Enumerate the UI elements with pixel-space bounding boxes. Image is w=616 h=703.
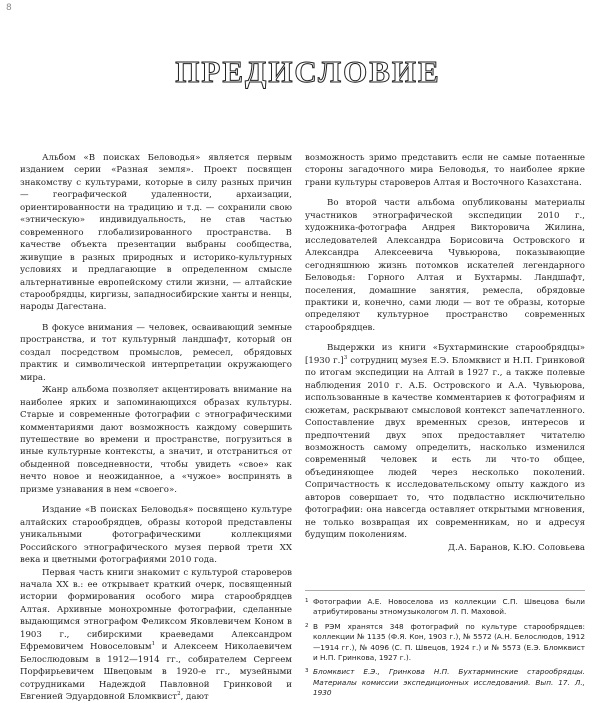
page-title: ПРЕДИСЛОВИЕ: [0, 54, 616, 90]
footnote-number: 2: [305, 622, 313, 664]
text-run: Первая часть книги знакомит с культурой староверов начала XX в.: ее открывает краткий очерк, посвященный истории формирования особого мира старообрядцев Алтая. Архивные монохромные фотографии, сделанные выдающимся этнографом Феликсом Яковлевичем Коном в 1903 г., сибирскими краеведами Александром Ефремовичем Новоселовым: [20, 568, 292, 653]
paragraph: [305, 342, 585, 541]
text-run: и Алексеем Николаевичем Белослюдовым в 1912—1914 гг., собирателем Сергеем Порфирьевичем Швецовым в 1920-е гг., музейными сотрудниками Надеждой Павловной Гринковой и Евгенией Эдуардовной Бломквист: [20, 642, 292, 702]
footnote: [305, 597, 585, 618]
footnotes: [305, 590, 585, 699]
footnote-number: 1: [305, 597, 313, 618]
paragraph: Во второй части альбома опубликованы материалы участников этнографической экспедиции 2010 г., художника-фотографа Андрея Викторовича Жилина, исследователей Александра Борисовича Островского и Александра Алексеевича Чувьюрова, показывающие сегодняшнюю жизнь потомков искателей легендарного Беловодья: Горного Алтая и Бухтармы. Ландшафт, поселения, домашние занятия, ремесла, обрядовые практики и, конечно, сами люди — вот те образы, которые определяют культурное пространство современных старообрядцев.: [305, 197, 585, 334]
text-run: Выдержки из книги «Бухтарминские старообрядцы» [1930 г.]: [305, 343, 585, 365]
left-column: [20, 152, 292, 703]
footnote-ref: 1: [152, 641, 156, 647]
footnote-ref: 2: [177, 691, 181, 697]
footnote: [305, 667, 585, 698]
right-column: [305, 152, 585, 703]
paragraph: Альбом «В поисках Беловодья» является первым изданием серии «Разная земля». Проект посвящен знакомству с культурами, которые в силу разных причин — географической удаленности, архаизации, ориентированности на традицию и т.д. — сохранили свою «этническую» индивидуальность, не став частью современного глобализированного пространства. В качестве объекта презентации выбраны сообщества, живущие в разных природных и историко-культурных условиях и предлагающие в определенном смысле альтернативные европейскому стили жизни, — алтайские старообрядцы, киргизы, западносибирские ханты и ненцы, народы Дагестана.: [20, 152, 292, 314]
paragraph: возможность зримо представить если не самые потаенные стороны загадочного мира Беловодья, то наиболее яркие грани культуры староверов Алтая и Восточного Казахстана.: [305, 152, 585, 189]
footnote-text: В РЭМ хранятся 348 фотографий по культуре старообрядцев: коллекции № 1135 (Ф.Я. Кон, 1903 г.), № 5572 (А.Н. Белослюдов, 1912—1914 гг.), № 4096 (С. П. Швецов, 1924 г.) и № 5573 (Е.Э. Бломквист и Н.П. Гринкова, 1927 г.).: [313, 622, 585, 664]
paragraph: Издание «В поисках Беловодья» посвящено культуре алтайских старообрядцев, образы которой представлены уникальными фотографическими коллекциями Российского этнографического музея первой трети XX века и цветными фотографиями 2010 года.: [20, 504, 292, 566]
text-run: сотрудниц музея Е.Э. Бломквист и Н.П. Гринковой по итогам экспедиции на Алтай в 1927 г., а также полевые наблюдения 2010 г. А.Б. Островского и А.А. Чувьюрова, использованные в качестве комментариев к фотографиям и сюжетам, раскрывают смысловой контекст запечатленного. Сопоставление двух временных срезов, интересов и предпочтений двух эпох предоставляет читателю возможность самому определить, насколько изменился современный человек и есть ли что-то общее, объединяющее людей через несколько поколений. Сопричастность к исследовательскому опыту каждого из авторов совершает то, что подвластно исключительно фотографии: она навсегда оставляет открытыми мгновения, не только возвращая их современникам, но и адресуя будущим поколениям.: [305, 356, 585, 540]
paragraph: В фокусе внимания — человек, осваивающий земные пространства, и тот культурный ландшафт, который он создал посредством промыслов, ремесел, обрядовых практик и символической интерпретации окружающего мира.: [20, 322, 292, 384]
footnote-text: Фотографии А.Е. Новоселова из коллекции С.П. Швецова были атрибутированы этномузыкологом Л. П. Маховой.: [313, 597, 585, 618]
paragraph: Жанр альбома позволяет акцентировать внимание на наиболее ярких и запоминающихся образах культуры. Старые и современные фотографии с этнографическими комментариями дают возможность каждому совершить путешествие во времени и пространстве, погрузиться в иные культурные контексты, а значит, и отстраниться от обыденной повседневности, чтобы увидеть «свое» как нечто новое и неожиданное, а «чужое» воспринять в призме узнавания в нем «своего».: [20, 384, 292, 496]
paragraph: [20, 567, 292, 703]
signature: Д.А. Баранов, К.Ю. Соловьева: [305, 542, 585, 554]
footnote-text: Бломквист Е.Э., Гринкова Н.П. Бухтарминские старообрядцы. Материалы комиссии экспедиционных исследований. Вып. 17. Л., 1930: [313, 667, 585, 698]
footnote-number: 3: [305, 667, 313, 698]
page-number: 8: [6, 3, 12, 13]
footnote: [305, 622, 585, 664]
footnote-ref: 3: [344, 355, 348, 361]
text-run: , дают: [181, 692, 209, 702]
